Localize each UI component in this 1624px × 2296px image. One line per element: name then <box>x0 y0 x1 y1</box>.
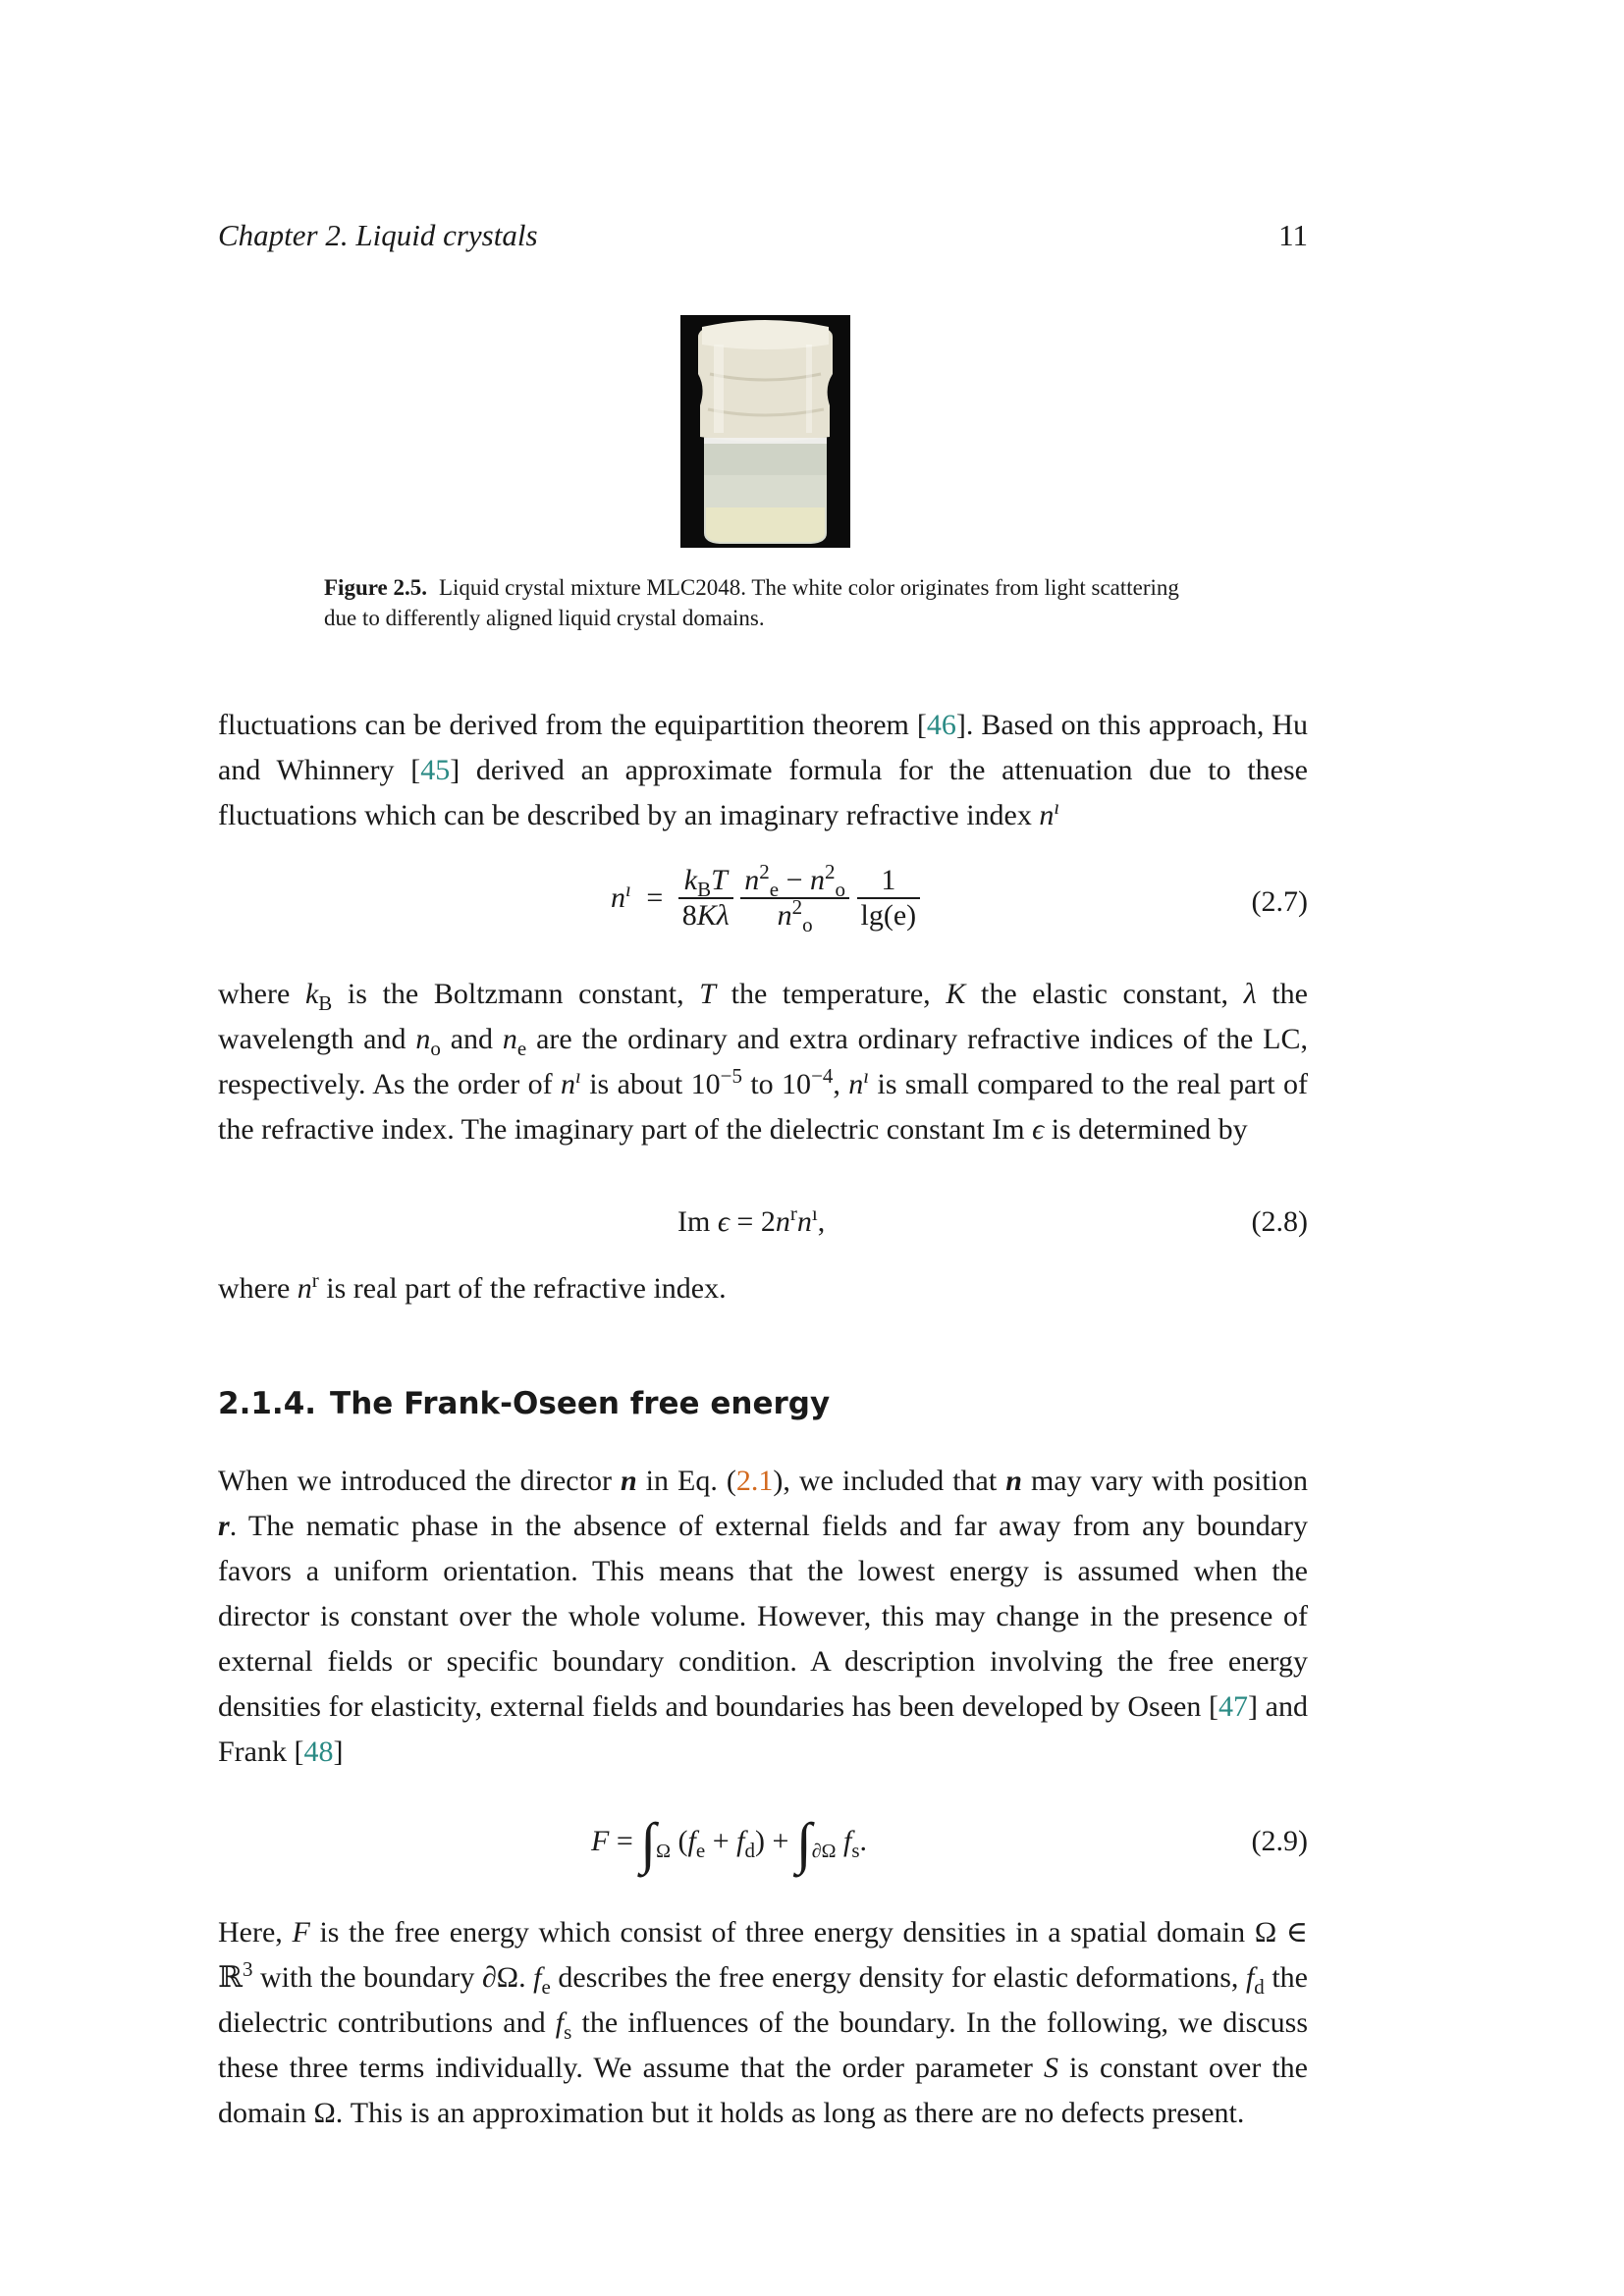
section-number: 2.1.4. <box>218 1386 317 1421</box>
text: fluctuations can be derived from the equipartition theorem [ <box>218 709 927 741</box>
text: in Eq. ( <box>636 1465 736 1497</box>
equation-2-7 <box>218 860 1308 952</box>
text: and <box>440 1023 503 1055</box>
figure-caption-text: Liquid crystal mixture MLC2048. The white color originates from light scattering due to differently aligned liquid crystal domains. <box>324 575 1179 630</box>
text: . The nematic phase in the absence of external fields and far away from any boundary favors a uniform orientation. This means that the lowest energy is assumed when the director is constant over the whole volume. However, this may change in the presence of external fields or specific boundary condition. A description involving the free energy densities for elasticity, external fields and boundaries has been developed by Oseen [ <box>218 1510 1308 1723</box>
text: is determined by <box>1044 1113 1248 1146</box>
exponent: −5 <box>720 1064 742 1088</box>
text: the influences of the boundary. In the following, we discuss these three terms individually. We assume that the order parameter <box>218 2006 1309 2084</box>
text: where <box>218 1272 298 1305</box>
text: ]. Based on this approach, Hu and Whinnery [ <box>218 709 1308 786</box>
text: describes the free energy density for elastic deformations, <box>550 1961 1246 1994</box>
math-n-imag: $n^ı$ <box>1039 795 1060 831</box>
text: where <box>218 978 305 1010</box>
running-head <box>218 214 1308 257</box>
text: ), we included that <box>773 1465 1006 1497</box>
paragraph-real-part: where $n^r$ is real part of the refractive index. <box>218 1268 727 1305</box>
equation-number-2-9: (2.9) <box>1251 1825 1308 1857</box>
equation-number-2-7: (2.7) <box>1251 885 1308 918</box>
text: When we introduced the director <box>218 1465 621 1497</box>
text: with the boundary ∂Ω. <box>252 1961 534 1994</box>
section-heading <box>218 1382 830 1425</box>
chapter-title: Chapter 2. Liquid crystals <box>218 218 538 252</box>
equation-2-9-body: $F = \int_\Omega$ $(f_e + f_d) + \int_{\partial\Omega}$ $f_s$. <box>591 1811 868 1876</box>
equation-2-8-body: Im $\epsilon = 2n^rn^ı$, <box>677 1201 826 1238</box>
citation-45[interactable]: 45 <box>420 754 451 786</box>
paragraph-free-energy: Here, F is the free energy which consist of three energy densities in a spatial domain Ω ∈ ℝ$^3$ with the boundary ∂Ω. $f_e$ describes the free energy density for elastic deformations, $f_d$ the dielectric contributions and $f_s$ the influences of the boundary. In the following, we discuss these three terms individually. We assume that the order parameter S is constant over the domain Ω. This is an approximation but it holds as long as there are no defects present. <box>218 1916 1309 2129</box>
exponent: −4 <box>811 1064 834 1088</box>
text: ] <box>333 1735 344 1768</box>
paragraph-boltzmann: where $k_B$ is the Boltzmann constant, T the temperature, K the elastic constant, λ the wavelength and $n_o$ and $n_e$ are the ordinary and extra ordinary refractive indices of the LC, respectively. As the order of $n^ı$ is about $10^{-5}$ to $10^{-4}$, $n^ı$ is small compared to the real part of the refractive index. The imaginary part of the dielectric constant Im ϵ is determined by <box>218 978 1308 1146</box>
text: the wavelength and <box>218 978 1308 1055</box>
text: is the free energy which consist of three energy densities in a spatial domain Ω ∈ ℝ <box>218 1916 1308 1994</box>
text: , <box>833 1068 849 1100</box>
text: is real part of the refractive index. <box>318 1272 727 1305</box>
text: the dielectric contributions and <box>218 1961 1308 2039</box>
equation-2-8 <box>218 1200 1308 1245</box>
figure-label: Figure 2.5. <box>324 575 427 600</box>
text: is about 10 <box>580 1068 721 1100</box>
citation-47[interactable]: 47 <box>1218 1690 1249 1723</box>
equation-reference-2-1[interactable]: 2.1 <box>735 1465 774 1497</box>
text: is the Boltzmann constant, <box>332 978 700 1010</box>
text: is constant over the domain Ω. This is an approximation but it holds as long as there are no defects present. <box>218 2052 1308 2129</box>
section-title: The Frank-Oseen free energy <box>330 1386 831 1421</box>
equation-number-2-8: (2.8) <box>1251 1205 1308 1238</box>
text: is small compared to the real part of the refractive index. The imaginary part of the dielectric constant Im <box>218 1068 1308 1146</box>
text: to 10 <box>741 1068 812 1100</box>
text: the temperature, <box>715 978 947 1010</box>
text: ] derived an approximate formula for the attenuation due to these fluctuations which can be described by an imaginary refractive index <box>218 754 1308 831</box>
text: ] and Frank [ <box>218 1690 1308 1768</box>
figure-photo-lc-vial <box>680 315 850 548</box>
citation-46[interactable]: 46 <box>926 709 956 741</box>
paragraph-fluctuations <box>218 703 1308 838</box>
citation-48[interactable]: 48 <box>303 1735 334 1768</box>
text: Here, <box>218 1916 293 1949</box>
paragraph-director: When we introduced the director n in Eq. (2.1), we included that n may vary with position r. The nematic phase in the absence of external fields and far away from any boundary favors a uniform orientation. This means that the lowest energy is assumed when the director is constant over the whole volume. However, this may change in the presence of external fields or specific boundary condition. A description involving the free energy densities for elasticity, external fields and boundaries has been developed by Oseen [47] and Frank [48] <box>218 1465 1308 1768</box>
equation-2-7-body: $n^ı$ = $\frac{k_BT}{8K\lambda}$ $\frac{n^2_e - n^2_o}{n^2_o}$ $\frac{1}{\lg(e)}$ <box>611 864 920 933</box>
text: are the ordinary and extra ordinary refractive indices of the LC, respectively. As the order of <box>218 1023 1308 1100</box>
text: the elastic constant, <box>965 978 1244 1010</box>
figure-caption <box>324 572 1208 633</box>
page-number: 11 <box>1278 218 1308 252</box>
text: may vary with position <box>1021 1465 1308 1497</box>
equation-2-9 <box>218 1802 1308 1881</box>
